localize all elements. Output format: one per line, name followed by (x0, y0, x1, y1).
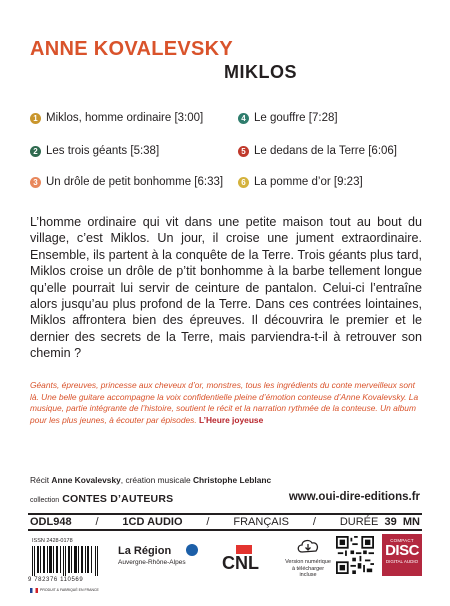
track-label: La pomme d’or [9:23] (254, 176, 363, 188)
media-format: 1CD AUDIO (122, 516, 183, 528)
track-number-badge: 3 (30, 177, 41, 188)
french-flag-icon (30, 588, 38, 593)
track-label: Le dedans de la Terre [6:06] (254, 145, 398, 157)
region-emblem-icon (186, 544, 198, 556)
track-number-badge: 6 (238, 177, 249, 188)
download-line-2: à télécharger (291, 565, 325, 572)
track-item (30, 112, 203, 124)
made-in-label: PRODUIT & FABRIQUÉ EN FRANCE (40, 588, 99, 592)
product-info-bar (28, 513, 422, 531)
credits-line (30, 475, 271, 485)
compact-disc-logo (382, 534, 422, 576)
track-number-badge: 5 (238, 146, 249, 157)
separator: / (206, 516, 210, 528)
download-line-3: incluse (299, 572, 317, 578)
track-label: Un drôle de petit bonhomme [6:33] (46, 176, 224, 188)
collection-name: CONTES D’AUTEURS (62, 493, 174, 505)
duration (340, 516, 420, 528)
track-item (238, 112, 338, 124)
issn-number: ISSN 2428-0178 (32, 538, 73, 544)
track-item (30, 176, 223, 188)
author-name: ANNE KOVALEVSKY (30, 38, 234, 60)
cnl-text: CNL (222, 553, 259, 571)
duration-label: DURÉE (339, 516, 379, 528)
track-label: Les trois géants [5:38] (46, 145, 160, 157)
cloud-download-icon (296, 538, 320, 554)
barcode-icon (30, 546, 100, 576)
language: FRANÇAIS (233, 516, 289, 528)
track-number-badge: 1 (30, 113, 41, 124)
barcode-digits: 9 782376 110569 (28, 577, 84, 583)
website-link[interactable]: www.oui-dire-editions.fr (288, 491, 420, 503)
composer-name: Christophe Leblanc (192, 475, 272, 485)
narrator-name: Anne Kovalevsky (51, 475, 121, 485)
track-number-badge: 2 (30, 146, 41, 157)
qr-code-icon[interactable] (336, 536, 374, 574)
duration-unit: MN (402, 516, 420, 528)
credit-prefix: Récit (30, 475, 52, 485)
cnl-logo (222, 545, 268, 571)
collection-prefix: collection (30, 497, 60, 504)
story-summary: L’homme ordinaire qui vit dans une petite maison tout au bout du village, c’est Miklos. Un jour, il croise une jument extraordinaire. Ensemble, ils partent à la conquête de la Terre. Trois géants plus tard, Miklos croise un drôle de p’tit bonhomme à la barbe tellement longue qu’elle pourrait lui servir de ceinture de pantalon. Celui-ci l’entraîne alors jusqu’au plus profond de la Terre. Dans ces contrées lointaines, Miklos affrontera bien des épreuves. Il découvrira le premier et le dernier des secrets de la Terre, mais parviendra-t-il à retrouver son chemin ? (30, 215, 422, 361)
duration-value: 39 (384, 516, 397, 528)
collection-line (30, 493, 173, 505)
download-badge (282, 538, 334, 579)
album-title: MIKLOS (224, 62, 297, 82)
track-item (238, 176, 363, 188)
region-subtitle: Auvergne-Rhône-Alpes (118, 559, 186, 566)
cd-logo-bottom: DIGITAL AUDIO (385, 559, 419, 564)
track-label: Miklos, homme ordinaire [3:00] (46, 112, 204, 124)
separator: / (312, 516, 316, 528)
track-item (238, 145, 397, 157)
credit-music-prefix: , création musicale (120, 475, 193, 485)
cd-logo-top: COMPACT (390, 538, 414, 543)
region-name: La Région (118, 545, 172, 557)
download-line-1: Version numérique (285, 559, 331, 565)
press-blurb (30, 380, 422, 426)
track-number-badge: 4 (238, 113, 249, 124)
track-label: Le gouffre [7:28] (254, 112, 338, 124)
region-logo (118, 545, 186, 566)
cd-logo-main: DISC (385, 542, 419, 559)
separator: / (95, 516, 99, 528)
blurb-source: L’Heure joyeuse (199, 414, 264, 425)
track-item (30, 145, 159, 157)
blurb-text: Géants, épreuves, princesse aux cheveux d’or, monstres, tous les ingrédients du conte merveilleux sont là. Une belle guitare accompagne la voix confidentielle pleine d’émotion conteuse d’Anne Kovalevsky. La musique, partie intégrante de l’histoire, soutient le récit et la narration rythmée de la conteuse. Un album pour les plus jeunes, à écouter par épisodes. (30, 380, 419, 425)
catalog-reference: ODL948 (30, 516, 72, 528)
